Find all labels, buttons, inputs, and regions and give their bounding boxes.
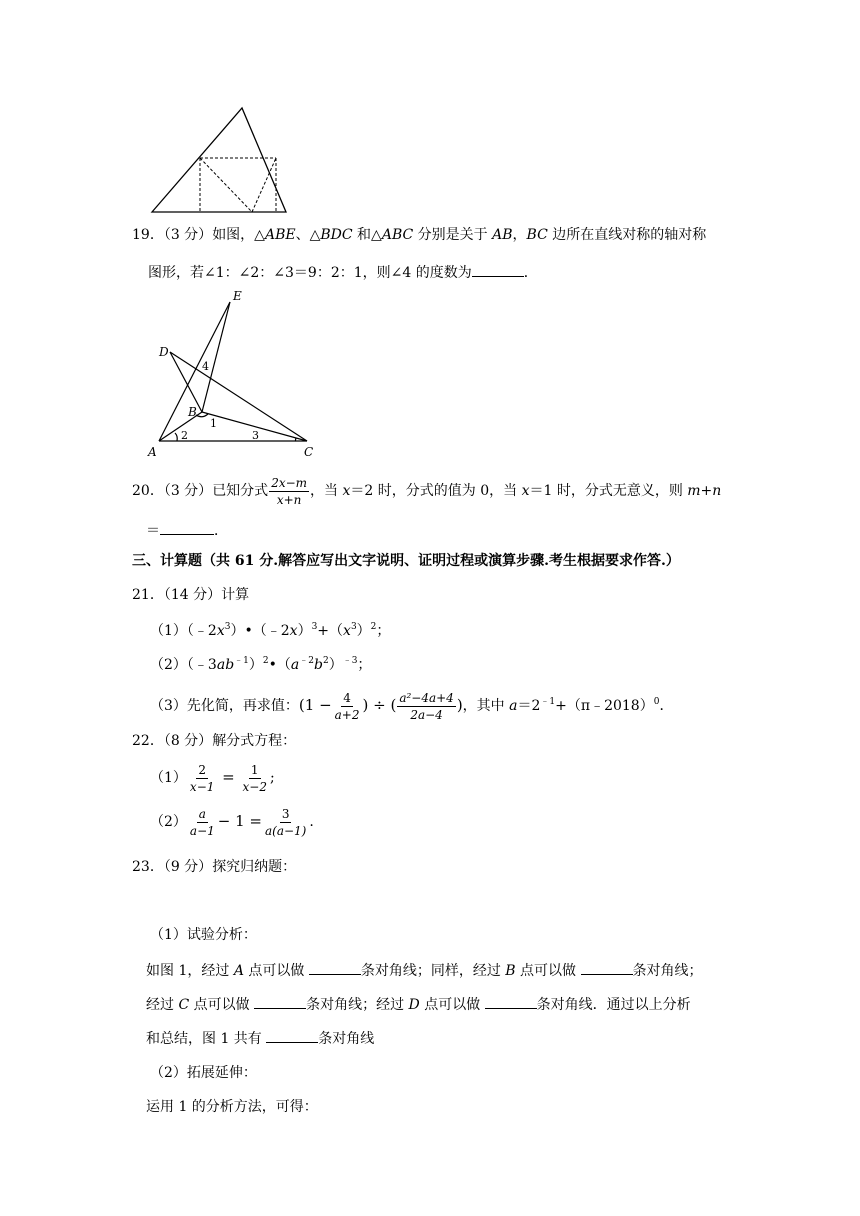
q19-abe: ABE	[264, 227, 296, 243]
q22-p2-f2-num: 3	[281, 806, 290, 821]
q23-text: 条对角线；	[632, 963, 703, 979]
q20-answer-blank[interactable]	[160, 520, 214, 535]
q23-blank-total[interactable]	[266, 1028, 318, 1043]
q20-text: ，当	[310, 483, 343, 499]
q19-bc: BC	[526, 227, 548, 243]
q22-part1: （1） $\frac{2}{x-1}$ = $\frac{1}{x-2}$ ;	[150, 762, 275, 794]
q21-part1: $(1)(﹣2x^3)•(﹣2x)^3+(x^3)^2$；	[150, 622, 391, 639]
q19-text: ，	[512, 227, 527, 243]
q23-number: 23．	[132, 859, 164, 875]
q22-line	[132, 732, 296, 750]
q21-p2-text: ）	[328, 657, 343, 673]
q23-A: A	[233, 963, 244, 979]
q23-blank-a[interactable]	[309, 960, 361, 975]
q22-p2-label: （2）	[150, 814, 187, 830]
q23-D: D	[408, 997, 420, 1013]
q19-line1	[132, 226, 706, 244]
q21-p3-exp: ﹣1	[540, 697, 556, 707]
q19-figure	[144, 284, 324, 462]
q23-score: （9 分）	[163, 859, 213, 875]
q21-line	[132, 586, 249, 604]
label-D: D	[159, 345, 169, 359]
q20-text: 已知分式	[212, 483, 269, 499]
q21-p1-label: （1）	[150, 623, 187, 639]
q23-blank-d[interactable]	[485, 994, 537, 1009]
q21-p1-text: （﹣2	[186, 623, 217, 639]
q23-text: 条对角线；经过	[306, 997, 409, 1013]
q23-text: 条对角线	[318, 1031, 375, 1047]
q23-B: B	[505, 963, 516, 979]
q20-eq: ＝	[146, 523, 160, 539]
q23-text: 点可以做	[189, 997, 255, 1013]
q23-l1	[146, 960, 703, 980]
q22-p1-end: ;	[269, 770, 275, 786]
q19-text: 分别是关于	[413, 227, 493, 243]
q19-end: ．	[523, 265, 538, 281]
q23-part2-label: （2）拓展延伸：	[150, 1065, 257, 1081]
q23-blank-b[interactable]	[581, 960, 633, 975]
q21-p3-f2-den: 2a−4	[410, 707, 443, 722]
q23-l3	[146, 1028, 374, 1048]
q21-p3-text: +（π﹣2018）	[555, 698, 654, 714]
section-3-heading: 三、计算题（共 61 分.解答应写出文字说明、证明过程或演算步骤.考生根据要求作答.）	[132, 553, 680, 569]
q23-text: 点可以做	[243, 963, 309, 979]
q19-text: 和△	[352, 227, 382, 243]
angle-label-3: 3	[252, 429, 259, 442]
q21-p2-text: •（	[268, 657, 291, 673]
q23-part1-label: （1）试验分析：	[150, 927, 257, 943]
q20-x: x	[342, 483, 351, 499]
q22-p2-end: .	[309, 814, 314, 830]
angle-label-1: 1	[210, 417, 217, 430]
q21-number: 21．	[132, 587, 164, 603]
q19-line2	[148, 262, 538, 282]
q22-score: （8 分）	[163, 733, 213, 749]
q19-text: 如图，△	[212, 227, 265, 243]
q23-text: 条对角线；同样，经过	[360, 963, 506, 979]
q21-p2-ab: ab	[216, 657, 235, 673]
angle-label-2: 2	[181, 429, 188, 442]
q21-p3-end: ．	[659, 698, 674, 714]
triangle-figure	[148, 104, 290, 216]
q21-p2-end: ；	[357, 657, 372, 673]
q20-line1	[132, 474, 721, 508]
label-B: B	[188, 405, 197, 419]
q22-p1-f1-num: 2	[198, 762, 206, 777]
q21-p3-f1-num: 4	[343, 690, 351, 705]
q21-p3-frac1	[333, 691, 362, 722]
q19-score: （3 分）	[163, 227, 213, 243]
q21-part2: $(2)(﹣3ab^{﹣1})^2•(a^{﹣2}b^2)^{﹣3}$；	[150, 656, 372, 673]
q23-blank-c[interactable]	[254, 994, 306, 1009]
q20-text: ＝1 时，分式无意义，则	[529, 483, 688, 499]
q23-part2-text: 运用 1 的分析方法，可得：	[146, 1099, 318, 1115]
q22-part2	[150, 804, 314, 839]
q22-p1-f2-den: x−2	[242, 779, 267, 794]
q23-text: 点可以做	[515, 963, 581, 979]
q23-l2	[146, 994, 691, 1014]
q20-end: ．	[214, 523, 228, 539]
q20-mn: m+n	[687, 483, 722, 499]
q21-p3-label: （3）	[150, 698, 187, 714]
q19-ab: AB	[492, 227, 513, 243]
q22-p1-f1-den: x−1	[189, 779, 215, 794]
q21-p1-text: ）	[297, 623, 312, 639]
q21-p3-a: a	[509, 698, 518, 714]
q20-x: x	[521, 483, 530, 499]
q22-p2-frac1	[188, 807, 217, 838]
q20-fraction	[269, 476, 309, 507]
q20-text: ＝2 时，分式的值为 0，当	[350, 483, 522, 499]
q19-abc: ABC	[381, 227, 414, 243]
q21-p1-text: +（	[317, 623, 344, 639]
q21-p3-frac2	[397, 691, 456, 722]
q21-p1-text: ）	[356, 623, 371, 639]
q21-p1-end: ；	[376, 623, 391, 639]
q22-title: 解分式方程：	[212, 733, 297, 749]
q23-text: 点可以做	[419, 997, 485, 1013]
q22-p2-minus: − 1 =	[217, 812, 262, 830]
q23-title: 探究归纳题：	[212, 859, 297, 875]
q21-score: （14 分）	[163, 587, 222, 603]
q20-line2	[146, 520, 228, 540]
q23-text: 如图 1，经过	[146, 963, 234, 979]
q22-p2-f2-den: a(a−1)	[264, 823, 307, 838]
q19-text: 图形，若∠1：∠2：∠3＝9：2：1，则∠4 的度数为	[148, 265, 472, 281]
q19-answer-blank[interactable]	[472, 262, 524, 277]
label-A: A	[148, 445, 157, 459]
q23-text: 条对角线．通过以上分析	[536, 997, 691, 1013]
q22-p1-frac1	[188, 763, 216, 794]
label-E: E	[233, 289, 242, 303]
q21-title: 计算	[221, 587, 250, 603]
q20-score: （3 分）	[163, 483, 213, 499]
q22-p2-frac2	[263, 807, 308, 838]
q22-p1-frac2	[241, 763, 269, 794]
q23-line	[132, 858, 296, 876]
q22-number: 22．	[132, 733, 164, 749]
q20-number: 20．	[132, 483, 164, 499]
label-C: C	[304, 445, 314, 459]
q22-p2-f1-num: a	[198, 806, 206, 821]
q22-p2-f1-den: a−1	[189, 823, 215, 838]
q22-p1-f2-num: 1	[250, 762, 259, 777]
q21-p1-text: ）•（﹣2	[230, 623, 290, 639]
q20-frac-num: 2x−m	[271, 475, 308, 490]
q21-p2-text: （﹣3	[186, 657, 217, 673]
q19-bdc: BDC	[320, 227, 353, 243]
q20-frac-den: x+n	[276, 492, 302, 507]
q23-text: 经过	[146, 997, 179, 1013]
q21-p3-text: ＝2	[517, 698, 541, 714]
q22-p1-label: （1）	[150, 770, 187, 786]
q19-text: 边所在直线对称的轴对称	[547, 227, 707, 243]
q21-p3-text: ，其中	[462, 698, 510, 714]
q21-p3-f2-num: a²−4a+4	[399, 690, 454, 705]
angle-label-4: 4	[202, 360, 209, 373]
q21-p2-label: （2）	[150, 657, 187, 673]
q21-p3-exp: 0	[653, 697, 660, 707]
q19-number: 19．	[132, 227, 164, 243]
q21-p3-f1-den: a+2	[334, 707, 360, 722]
q23-C: C	[178, 997, 190, 1013]
q19-text: 、△	[295, 227, 321, 243]
q23-text: 和总结，图 1 共有	[146, 1031, 267, 1047]
q21-p2-text: ）	[248, 657, 263, 673]
q21-p3-text: 先化简，再求值：	[186, 698, 299, 714]
q21-part3: （3）先化简，再求值：(1 − $\frac{4}{a+2}$ ) ÷ ( $\frac{\text{a²−4a+4}}{2a-4}$ )，其中 $a=2^{﹣1}+(\pi﹣2018)^0$．	[150, 690, 674, 722]
